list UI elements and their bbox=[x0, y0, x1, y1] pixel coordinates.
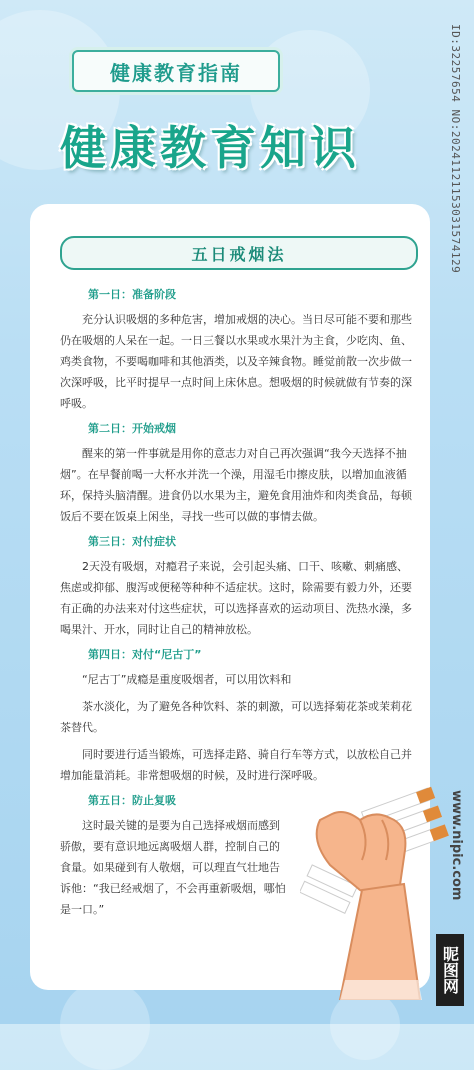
section-title: 五日戒烟法 bbox=[60, 236, 418, 270]
background-bubble bbox=[330, 990, 400, 1060]
day2-heading: 第二日：开始戒烟 bbox=[88, 422, 176, 435]
day5-paragraph: 这时最关键的是要为自己选择戒烟而感到骄傲，要有意识地远离吸烟人群，控制自己的食量。如果碰到有人敬烟，可以理直气壮地告诉他：“我已经戒烟了，不会再重新吸烟，哪怕是一口。” bbox=[60, 819, 286, 916]
day3-paragraph: 2天没有吸烟，对瘾君子来说，会引起头痛、口干、咳嗽、刺痛感、焦虑或抑郁、腹泻或便秘等种种不适症状。这时，除需要有毅力外，还要有正确的办法来对付这些症状，可以选择喜欢的运动项目、洗热水澡，多喝果汁、开水，同时让自己的精神放松。 bbox=[60, 560, 412, 636]
day1-heading: 第一日：准备阶段 bbox=[88, 288, 176, 301]
page-title: 健康教育知识 bbox=[60, 121, 360, 175]
image-id-watermark: ID:32257654 NO:20241121153031574129 bbox=[449, 24, 462, 274]
hand-crushing-cigarettes-icon bbox=[300, 780, 450, 1000]
day4-paragraph-3: 同时要进行适当锻炼，可选择走路、骑自行车等方式，以放松自己并增加能量消耗。非常想吸烟的时候，及时进行深呼吸。 bbox=[60, 748, 412, 782]
header-badge: 健康教育指南 bbox=[72, 50, 280, 92]
brand-logo: 昵图网 bbox=[436, 934, 464, 1006]
day4-paragraph-1: “尼古丁”成瘾是重度吸烟者，可以用饮料和 bbox=[82, 673, 292, 686]
day3-heading: 第三日：对付症状 bbox=[88, 535, 176, 548]
day4-heading: 第四日：对付“尼古丁” bbox=[88, 648, 202, 661]
day1-paragraph: 充分认识吸烟的多种危害，增加戒烟的决心。当日尽可能不要和那些仍在吸烟的人呆在一起。一日三餐以水果或水果汁为主食，少吃肉、鱼、鸡类食物，不要喝咖啡和其他酒类，以及辛辣食物。睡觉前散一次步做一次深呼吸，比平时提早一点时间上床休息。想吸烟的时候就做有节奏的深呼吸。 bbox=[60, 313, 412, 410]
day2-paragraph: 醒来的第一件事就是用你的意志力对自己再次强调“我今天选择不抽烟”。在早餐前喝一大杯水并洗一个澡，用湿毛巾擦皮肤，以增加血液循环，保持头脑清醒。进食仍以水果为主，避免食用油炸和肉类食品，每顿饭后不要在饭桌上闲坐，寻找一些可以做的事情去做。 bbox=[60, 447, 412, 523]
day4-paragraph-2: 茶水淡化，为了避免各种饮料、茶的刺激，可以选择菊花茶或茉莉花茶替代。 bbox=[60, 700, 412, 734]
site-watermark: www.nipic.com bbox=[449, 790, 464, 901]
day5-heading: 第五日：防止复吸 bbox=[88, 794, 176, 807]
background-bubble bbox=[60, 980, 150, 1070]
